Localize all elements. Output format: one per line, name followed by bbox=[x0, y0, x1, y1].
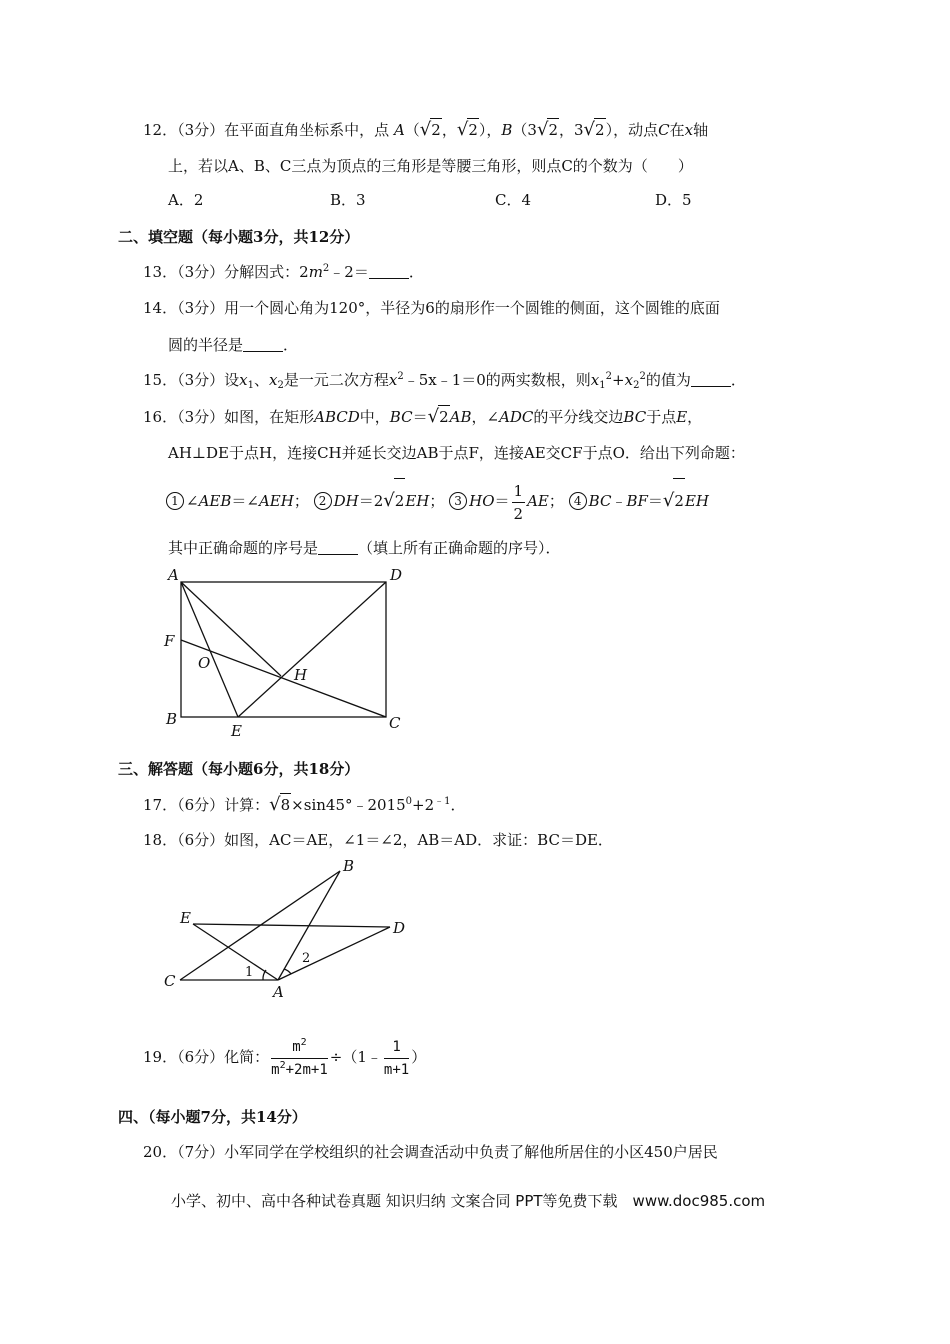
fraction-1-over-m-plus-1: $\frac{1}{m+1}$ bbox=[384, 1036, 409, 1081]
fig1-label-d: D bbox=[390, 566, 403, 584]
fig2-label-a: A bbox=[273, 983, 284, 1000]
fraction-one-half: $\frac{1}{2}$ bbox=[513, 481, 524, 523]
q20: 20．（7分）小军同学在学校组织的社会调查活动中负责了解他所居住的小区450户居民 bbox=[143, 1143, 718, 1161]
fig2-label-d: D bbox=[393, 919, 406, 937]
fig1-label-h: H bbox=[294, 666, 308, 684]
q12-line2: 上，若以A、B、C三点为顶点的三角形是等腰三角形，则点C的个数为（ ） bbox=[168, 157, 693, 175]
answer-blank[interactable] bbox=[691, 372, 731, 387]
fig2-label-c: C bbox=[164, 972, 176, 990]
fig2-label-b: B bbox=[343, 857, 355, 875]
q12-option-b: B．3 bbox=[330, 191, 366, 209]
q16-propositions: 1 ∠AEB＝∠AEH； 2 DH＝2√2EH； 3 HO＝ $\frac{1}{2}$ AE； 4 BC﹣BF＝√2EH bbox=[166, 478, 709, 525]
fig2-label-angle-1: 1 bbox=[245, 965, 254, 980]
q12-option-c: C．4 bbox=[495, 191, 532, 209]
fig1-label-c: C bbox=[389, 714, 401, 732]
q12-line1: 12．（3分）在平面直角坐标系中，点 A（√2，√2），B（3√2，3√2），动点C在x轴 bbox=[143, 119, 709, 140]
section-3-heading: 三、解答题（每小题6分，共18分） bbox=[118, 760, 360, 778]
fig1-label-f: F bbox=[164, 632, 175, 650]
section-4-heading: 四、（每小题7分，共14分） bbox=[118, 1108, 307, 1126]
q18: 18．（6分）如图，AC＝AE，∠1＝∠2，AB＝AD．求证：BC＝DE． bbox=[143, 831, 613, 849]
answer-blank[interactable] bbox=[369, 264, 409, 279]
fig1-label-b: B bbox=[166, 710, 178, 728]
fig1-label-o: O bbox=[198, 654, 211, 672]
q16-line4: 其中正确命题的序号是 （填上所有正确命题的序号）． bbox=[168, 539, 561, 557]
q16-line2: AH⊥DE于点H，连接CH并延长交边AB于点F，连接AE交CF于点O．给出下列命题： bbox=[168, 444, 745, 462]
page-footer: 小学、初中、高中各种试卷真题 知识归纳 文案合同 PPT等免费下载 www.doc985.com bbox=[171, 1192, 766, 1210]
q15: 15．（3分）设$x_1$、$x_2$是一元二次方程$x^2﹣5x﹣1=0$的两实数根，则$x_1^2+x_2^2$的值为 ． bbox=[143, 371, 746, 391]
fig1-label-e: E bbox=[231, 722, 242, 740]
fig2-label-angle-2: 2 bbox=[302, 951, 311, 966]
fig1-label-a: A bbox=[168, 566, 179, 584]
q16-line1: 16．（3分）如图，在矩形ABCD中，BC＝√2AB，∠ADC的平分线交边BC于点E， bbox=[143, 406, 703, 427]
section-2-heading: 二、填空题（每小题3分，共12分） bbox=[118, 228, 360, 246]
q14-line1: 14．（3分）用一个圆心角为120°，半径为6的扇形作一个圆锥的侧面，这个圆锥的底面 bbox=[143, 299, 720, 317]
q12-option-d: D．5 bbox=[655, 191, 692, 209]
q14-line2: 圆的半径是 ． bbox=[168, 336, 299, 354]
q13: 13．（3分）分解因式：$2m^2﹣2=$ ． bbox=[143, 263, 424, 281]
q12-option-a: A．2 bbox=[168, 191, 204, 209]
answer-blank[interactable] bbox=[243, 337, 283, 352]
fig2-label-e: E bbox=[180, 909, 191, 927]
q19: 19．（6分）化简： $\frac{m^2}{m^2+2m+1}$ ÷（1﹣ $\frac{1}{m+1}$ ） bbox=[143, 1030, 426, 1084]
figure-triangles bbox=[160, 855, 420, 1000]
fraction-m2-over-poly: $\frac{m^2}{m^2+2m+1}$ bbox=[271, 1036, 328, 1078]
figure-rectangle-abcd bbox=[160, 562, 410, 742]
q17: 17．（6分）计算：$√8\times\sin 45^\circ﹣2015^0+2^{﹣1}$． bbox=[143, 794, 466, 815]
answer-blank[interactable] bbox=[318, 540, 358, 555]
